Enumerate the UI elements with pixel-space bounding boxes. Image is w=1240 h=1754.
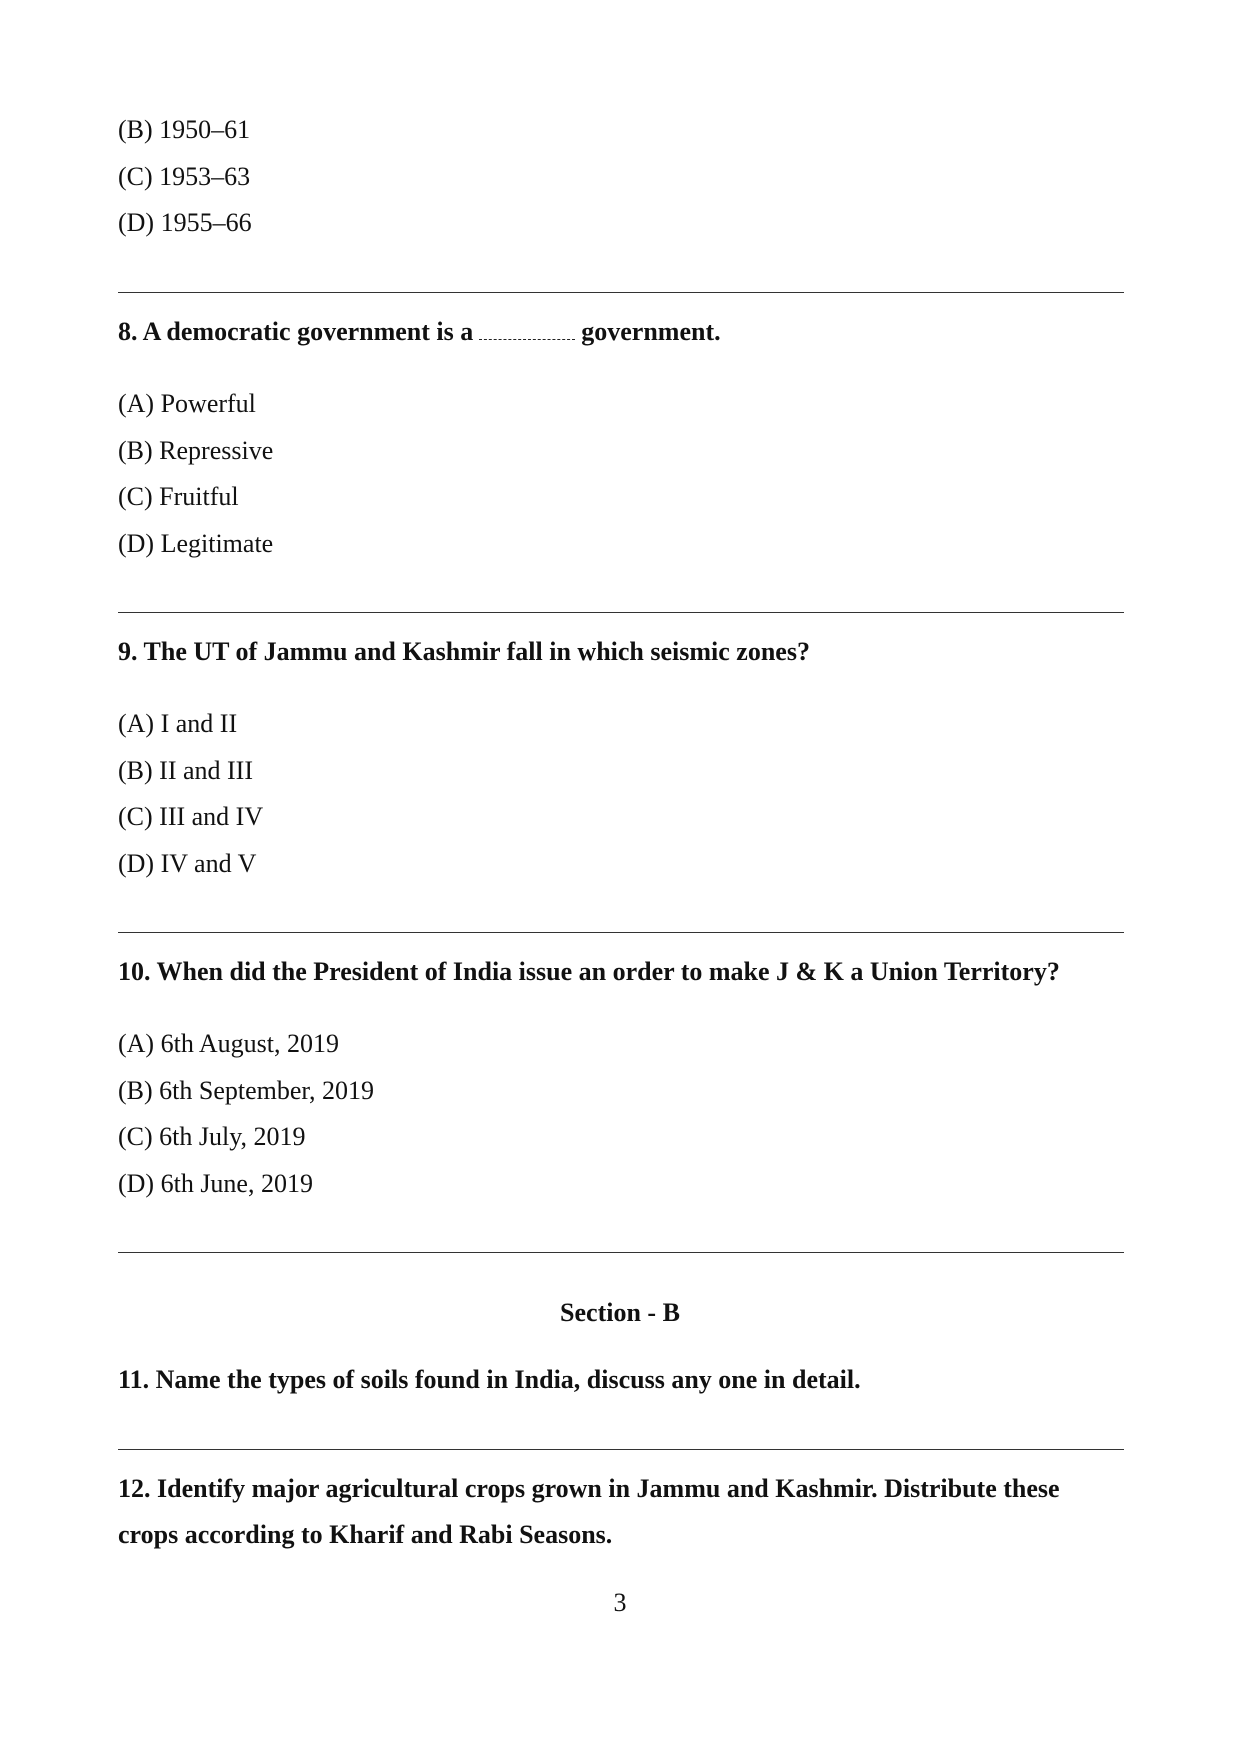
- divider: [118, 292, 1124, 293]
- divider: [118, 612, 1124, 613]
- q7-option-c: (C) 1953–63: [118, 162, 251, 191]
- q9-option-d: (D) IV and V: [118, 849, 257, 878]
- q9-question: 9. The UT of Jammu and Kashmir fall in which seismic zones?: [118, 637, 810, 666]
- q8-question-prefix: 8. A democratic government is a: [118, 317, 474, 346]
- q12-question-line1: 12. Identify major agricultural crops grown in Jammu and Kashmir. Distribute these: [118, 1474, 1060, 1503]
- divider: [118, 932, 1124, 933]
- q8-question: [118, 317, 721, 347]
- q9-option-a: (A) I and II: [118, 709, 238, 738]
- q8-option-a: (A) Powerful: [118, 389, 256, 418]
- q8-option-d: (D) Legitimate: [118, 529, 274, 558]
- page-number: 3: [613, 1588, 627, 1617]
- section-b-title: Section - B: [560, 1298, 680, 1327]
- q10-option-c: (C) 6th July, 2019: [118, 1122, 306, 1151]
- q7-option-b: (B) 1950–61: [118, 115, 251, 144]
- q10-question: 10. When did the President of India issue an order to make J & K a Union Territory?: [118, 957, 1060, 986]
- q9-option-c: (C) III and IV: [118, 802, 264, 831]
- q11-question: 11. Name the types of soils found in India, discuss any one in detail.: [118, 1365, 861, 1394]
- divider: [118, 1449, 1124, 1450]
- q8-option-b: (B) Repressive: [118, 436, 274, 465]
- fill-in-blank: [479, 323, 575, 340]
- q10-option-d: (D) 6th June, 2019: [118, 1169, 313, 1198]
- q9-option-b: (B) II and III: [118, 756, 253, 785]
- q12-question-line2: crops according to Kharif and Rabi Seasons.: [118, 1520, 613, 1549]
- q10-option-a: (A) 6th August, 2019: [118, 1029, 339, 1058]
- divider: [118, 1252, 1124, 1253]
- q10-option-b: (B) 6th September, 2019: [118, 1076, 375, 1105]
- q7-option-d: (D) 1955–66: [118, 208, 252, 237]
- q8-question-suffix: government.: [581, 317, 721, 346]
- q8-option-c: (C) Fruitful: [118, 482, 239, 511]
